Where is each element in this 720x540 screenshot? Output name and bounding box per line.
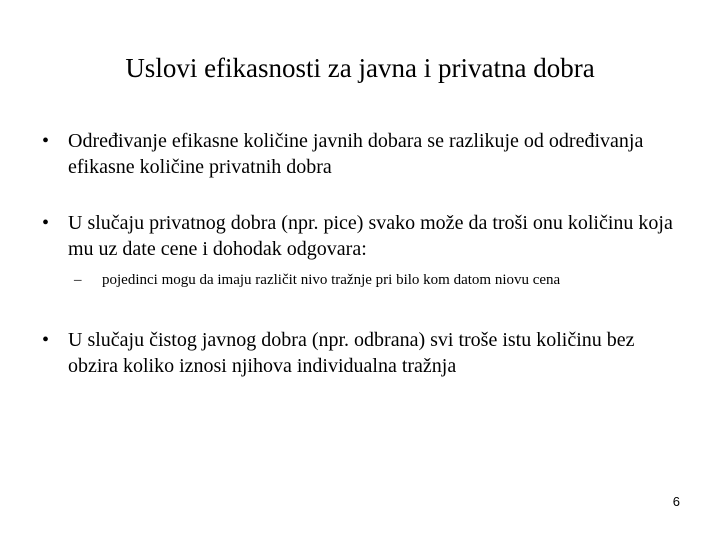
subbullet-text: pojedinci mogu da imaju različit nivo tražnje pri bilo kom datom niovu cena (102, 272, 561, 288)
bullet-marker: • (42, 212, 50, 234)
bullet-list (42, 128, 682, 409)
bullet-text: U slučaju privatnog dobra (npr. pice) svako može da troši onu količinu koja mu uz date cene i dohodak odgovara: (68, 212, 673, 260)
bullet-marker: • (42, 130, 50, 152)
bullet-text: Određivanje efikasne količine javnih dobara se razlikuje od određivanja efikasne količine privatnih dobra (68, 130, 644, 178)
bullet-item (42, 327, 682, 379)
bullet-marker: • (42, 329, 50, 351)
subbullet-item (42, 270, 682, 291)
bullet-item (42, 210, 682, 262)
page-number: 6 (672, 494, 680, 509)
bullet-text: U slučaju čistog javnog dobra (npr. odbrana) svi troše istu količinu bez obzira koliko iznosi njihova individualna tražnja (68, 329, 635, 377)
bullet-item (42, 128, 682, 180)
subbullet-marker: – (74, 272, 82, 288)
slide-title: Uslovi efikasnosti za javna i privatna dobra (125, 53, 595, 83)
